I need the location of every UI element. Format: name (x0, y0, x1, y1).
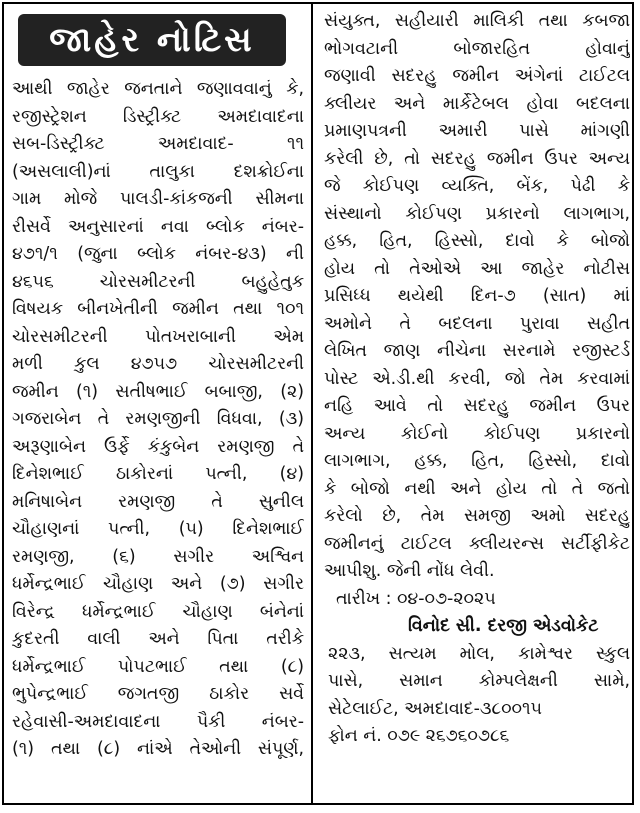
notice-text-line: ધર્મેન્દ્રભાઈ પોપટભાઈ તથા (૮) (12, 656, 304, 677)
notice-text-line: ભોગવટાની બોજારહિત હોવાનું (324, 38, 630, 59)
notice-text-line: જમીનનું ટાઈટલ ક્લીયરન્સ સર્ટીફીકેટ (324, 533, 630, 554)
notice-text-line: રમણજી, (૬) સગીર અશ્વિન (12, 546, 304, 567)
notice-text-line: પ્રસિધ્ધ થયેથી દિન-૭ (સાત) માં (324, 286, 630, 306)
notice-text-line: સંસ્થાનો કોઈપણ પ્રકારનો લાગભાગ, (324, 203, 630, 224)
notice-text-line: હક્ક, હિત, હિસ્સો, દાવો કે બોજો (324, 231, 630, 251)
notice-title: જાહેર નોટિસ (18, 14, 286, 66)
notice-text-line: કે બોજો નથી અને હોય તો તે જતો (324, 478, 630, 499)
notice-text-line: સંયુક્ત, સહીયારી માલિકી તથા કબજા (324, 11, 630, 31)
advocate-address (324, 641, 630, 724)
address-line: પાસે, સમાન કોમ્પલેક્ષની સામે, (328, 671, 630, 691)
notice-text-line: વિષયક બીનખેતીની જમીન તથા ૧૦૧ (12, 299, 304, 319)
notice-text-line: લાગભાગ, હક્ક, હિત, હિસ્સો, દાવો (324, 451, 630, 471)
notice-left-column (12, 76, 304, 764)
notice-text-line: જણાવી સદરહુ જમીન અંગેનાં ટાઈટલ (324, 66, 630, 86)
notice-text-line: દિનેશભાઈ ઠાકોરનાં પત્ની, (૪) (12, 464, 304, 484)
advocate-name: વિનોદ સી. દરજી એડવોકેટ (408, 616, 599, 636)
notice-text-line: ભુપેન્દ્રભાઈ જગતજી ઠાકોર સર્વે (12, 684, 304, 704)
address-line: ૨૨૩, સત્યમ મોલ, કામેશ્વર સ્કુલ (328, 643, 630, 664)
notice-text-line: આપીશુ. જેની નોંધ લેવી. (324, 561, 495, 581)
notice-text-line: રજીસ્ટ્રેશન ડિસ્ટ્રીક્ટ અમદાવાદના (12, 106, 304, 127)
notice-text-line: પ્રમાણપત્રની અમારી પાસે માંગણી (324, 121, 630, 141)
notice-text-line: ચૌહાણનાં પત્ની, (૫) દિનેશભાઈ (12, 519, 304, 539)
notice-text-line: નહિ આવે તો સદરહુ જમીન ઉપર (324, 396, 630, 416)
column-divider (311, 4, 313, 803)
notice-text-line: અરૂણાબેન ઉર્ફે કંકુબેન રમણજી તે (12, 436, 304, 457)
notice-text-line: ગજરાબેન તે રમણજીની વિધવા, (૩) (12, 409, 304, 429)
address-line: સેટેલાઈટ, અમદાવાદ-૩૮૦૦૧૫ (328, 698, 542, 719)
notice-text-line: અમોને તે બદલના પુરાવા સહીત (324, 313, 630, 334)
notice-text-line: અન્ય કોઈનો કોઈપણ પ્રકારનો (324, 423, 630, 444)
notice-right-body (324, 8, 630, 586)
notice-text-line: જમીન (૧) સતીષભાઈ બબાજી, (૨) (12, 381, 304, 402)
notice-text-line: સબ-ડિસ્ટ્રીક્ટ અમદાવાદ- ૧૧ (12, 134, 304, 154)
notice-text-line: ચોરસમીટરની પોતખરાબાની એમ (12, 326, 304, 347)
notice-text-line: કરેલો છે, તેમ સમજી અમો સદરહુ (324, 506, 630, 526)
notice-text-line: કરેલી છે, તો સદરહુ જમીન ઉપર અન્ય (324, 148, 630, 169)
notice-date: તારીખ : ૦૪-૦૭-૨૦૨૫ (336, 588, 496, 609)
notice-text-line: હોય તો તેઓએ આ જાહેર નોટીસ (324, 258, 630, 279)
notice-text-line: પોસ્ટ એ.ડી.થી કરવી, જો તેમ કરવામાં (324, 368, 630, 389)
notice-text-line: ગામ મોજે પાલડી-કાંકજની સીમના (12, 189, 304, 209)
notice-right-column (324, 8, 630, 751)
notice-text-line: મનિષાબેન રમણજી તે સુનીલ (12, 491, 304, 512)
notice-text-line: ક્લીયર અને માર્કેટેબલ હોવા બદલના (324, 93, 630, 114)
notice-text-line: આથી જાહેર જનતાને જણાવવાનું કે, (12, 79, 304, 99)
advocate-phone: ફોન નં. ૦૭૯ ૨૬૭૬૦૭૮૬ (328, 726, 510, 746)
notice-text-line: રહેવાસી-અમદાવાદના પૈકી નંબર- (12, 711, 304, 732)
notice-text-line: વિરેન્દ્ર ધર્મેન્દ્રભાઈ ચૌહાણ બંનેનાં (12, 601, 304, 622)
notice-text-line: જે કોઈપણ વ્યક્તિ, બેંક, પેઢી કે (324, 176, 630, 196)
notice-text-line: કુદરતી વાલી અને પિતા તરીકે (12, 629, 304, 649)
notice-text-line: (અસલાલી)નાં તાલુકા દશક્રોઈના (12, 161, 304, 182)
notice-text-line: મળી કુલ ૪૭૫૭ ચોરસમીટરની (12, 354, 304, 374)
notice-text-line: રીસર્વે અનુસારનાં નવા બ્લોક નંબર- (12, 216, 304, 237)
notice-text-line: ધર્મેન્દ્રભાઈ ચૌહાણ અને (૭) સગીર (12, 574, 304, 594)
public-notice (2, 2, 634, 805)
notice-text-line: લેખિત જાણ નીચેના સરનામે રજીસ્ટર્ડ (324, 341, 630, 361)
notice-text-line: (૧) તથા (૮) નાંએ તેઓની સંપૂર્ણ, (12, 739, 304, 759)
notice-text-line: ૪૭૧/૧ (જુના બ્લોક નંબર-૪૩) ની (12, 244, 304, 264)
notice-text-line: ૪૬૫૬ ચોરસમીટરની બહુહેતુક (12, 271, 304, 292)
